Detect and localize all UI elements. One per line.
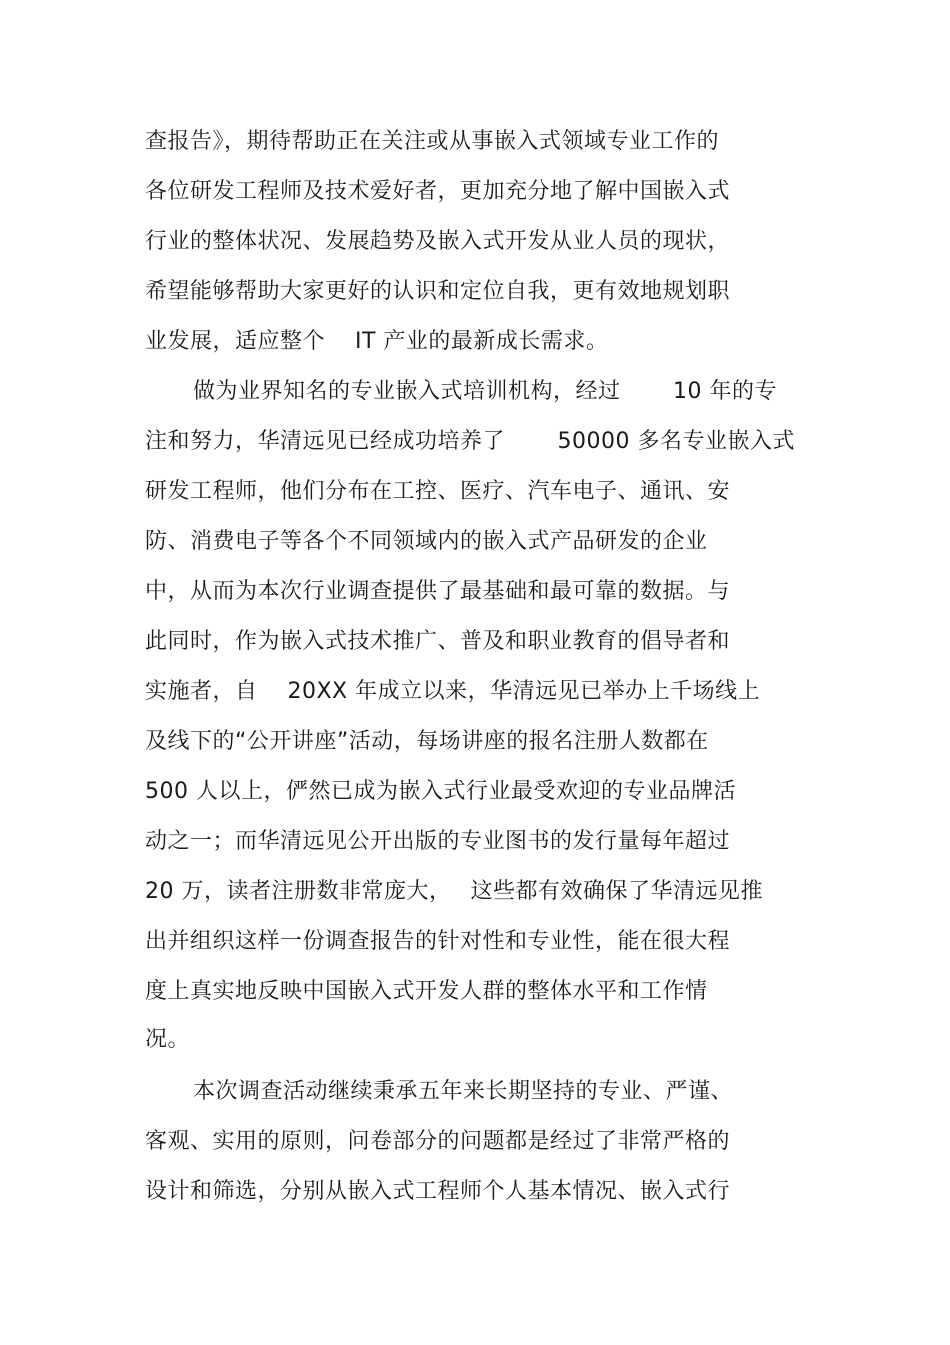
text-line: 出并组织这样一份调查报告的针对性和专业性，能在很大程 — [145, 929, 731, 954]
text-line: 及线下的“公开讲座”活动，每场讲座的报名注册人数都在 — [145, 729, 709, 754]
text-line: 注和努力，华清远见已经成功培养了 50000 多名专业嵌入式 — [145, 429, 795, 454]
text-line: 希望能够帮助大家更好的认识和定位自我，更有效地规划职 — [145, 279, 731, 304]
text-line: 实施者，自 20XX 年成立以来，华清远见已举办上千场线上 — [145, 679, 761, 704]
text-line: 度上真实地反映中国嵌入式开发人群的整体水平和工作情 — [145, 979, 708, 1004]
text-line: 查报告》，期待帮助正在关注或从事嵌入式领域专业工作的 — [145, 129, 720, 154]
text-line: 动之一；而华清远见公开出版的专业图书的发行量每年超过 — [145, 829, 731, 854]
text-line: 业发展，适应整个 IT 产业的最新成长需求。 — [145, 329, 609, 354]
text-line: 此同时，作为嵌入式技术推广、普及和职业教育的倡导者和 — [145, 629, 731, 654]
text-line: 中，从而为本次行业调查提供了最基础和最可靠的数据。与 — [145, 579, 731, 604]
text-line: 客观、实用的原则，问卷部分的问题都是经过了非常严格的 — [145, 1129, 731, 1154]
text-line: 设计和筛选，分别从嵌入式工程师个人基本情况、嵌入式行 — [145, 1179, 731, 1204]
text-line: 况。 — [145, 1027, 191, 1052]
text-line: 20 万，读者注册数非常庞大， 这些都有效确保了华清远见推 — [145, 879, 763, 904]
text-line: 行业的整体状况、发展趋势及嵌入式开发从业人员的现状， — [145, 229, 731, 254]
text-line: 500 人以上，俨然已成为嵌入式行业最受欢迎的专业品牌活 — [145, 779, 736, 804]
text-line: 研发工程师，他们分布在工控、医疗、汽车电子、通讯、安 — [145, 479, 731, 504]
text-line: 防、消费电子等各个不同领域内的嵌入式产品研发的企业 — [145, 529, 708, 554]
paragraph-first-line: 做为业界知名的专业嵌入式培训机构，经过 10 年的专 — [193, 379, 777, 404]
text-line: 各位研发工程师及技术爱好者，更加充分地了解中国嵌入式 — [145, 179, 731, 204]
paragraph-first-line: 本次调查活动继续秉承五年来长期坚持的专业、严谨、 — [193, 1079, 734, 1104]
